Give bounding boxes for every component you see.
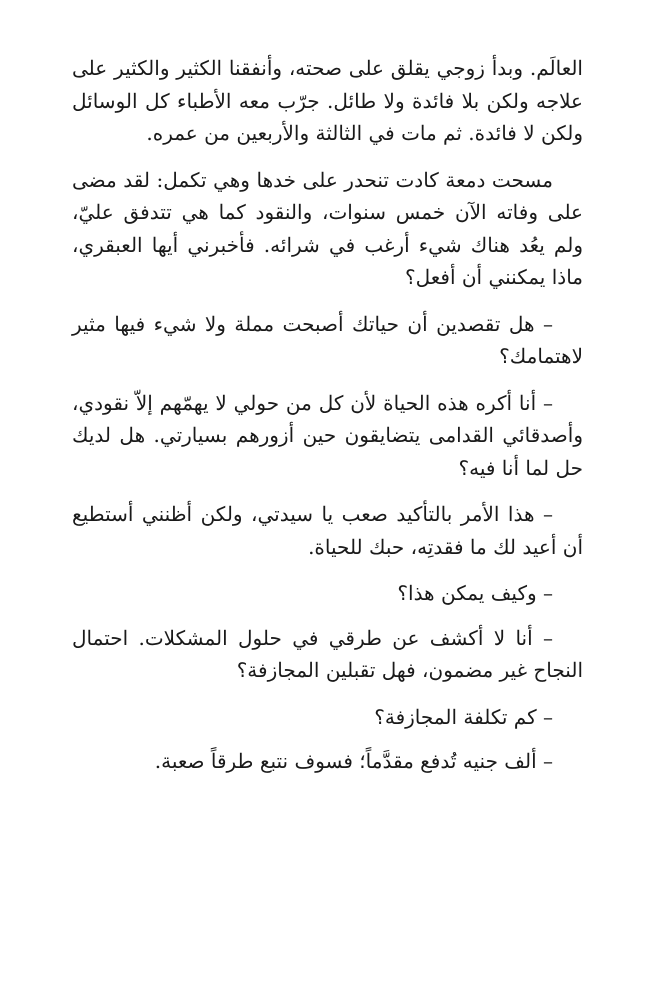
dialogue-line: – كم تكلفة المجازفة؟ — [374, 704, 553, 729]
dialogue-line: – وكيف يمكن هذا؟ — [397, 581, 553, 605]
dialogue-line: – هذا الأمر بالتأكيد صعب يا سيدتي، ولكن أظنني أستطيع أن أعيد لك ما فقدتِه، حبك للحياة. — [72, 502, 583, 559]
paragraph-narration: مسحت دمعة كادت تنحدر على خدها وهي تكمل: لقد مضى على وفاته الآن خمس سنوات، والنقود كما هي تتدفق عليّ، ولم يعُد هناك شيء أرغب في شرائه. فأخبرني أيها العبقري، ماذا يمكنني أن أفعل؟ — [72, 167, 583, 289]
paragraph-continuation: العالَم. وبدأ زوجي يقلق على صحته، وأنفقنا الكثير والكثير على علاجه ولكن بلا فائدة ولا طائل. جرّب معه الأطباء كل الوسائل ولكن لا فائدة. ثم مات في الثالثة والأربعين من عمره. — [72, 56, 583, 145]
dialogue-line: – هل تقصدين أن حياتك أصبحت مملة ولا شيء فيها مثير لاهتمامك؟ — [72, 311, 583, 368]
dialogue-line: – ألف جنيه تُدفع مقدَّماً؛ فسوف نتبع طرقاً صعبة. — [154, 749, 553, 773]
dialogue-line: – أنا أكره هذه الحياة لأن كل من حولي لا يهمّهم إلاّ نقودي، وأصدقائي القدامى يتضايقون حين أزورهم بسيارتي. هل لديك حل لما أنا فيه؟ — [72, 390, 583, 480]
dialogue-line: – أنا لا أكشف عن طرقي في حلول المشكلات. احتمال النجاح غير مضمون، فهل تقبلين المجازفة؟ — [72, 625, 583, 682]
